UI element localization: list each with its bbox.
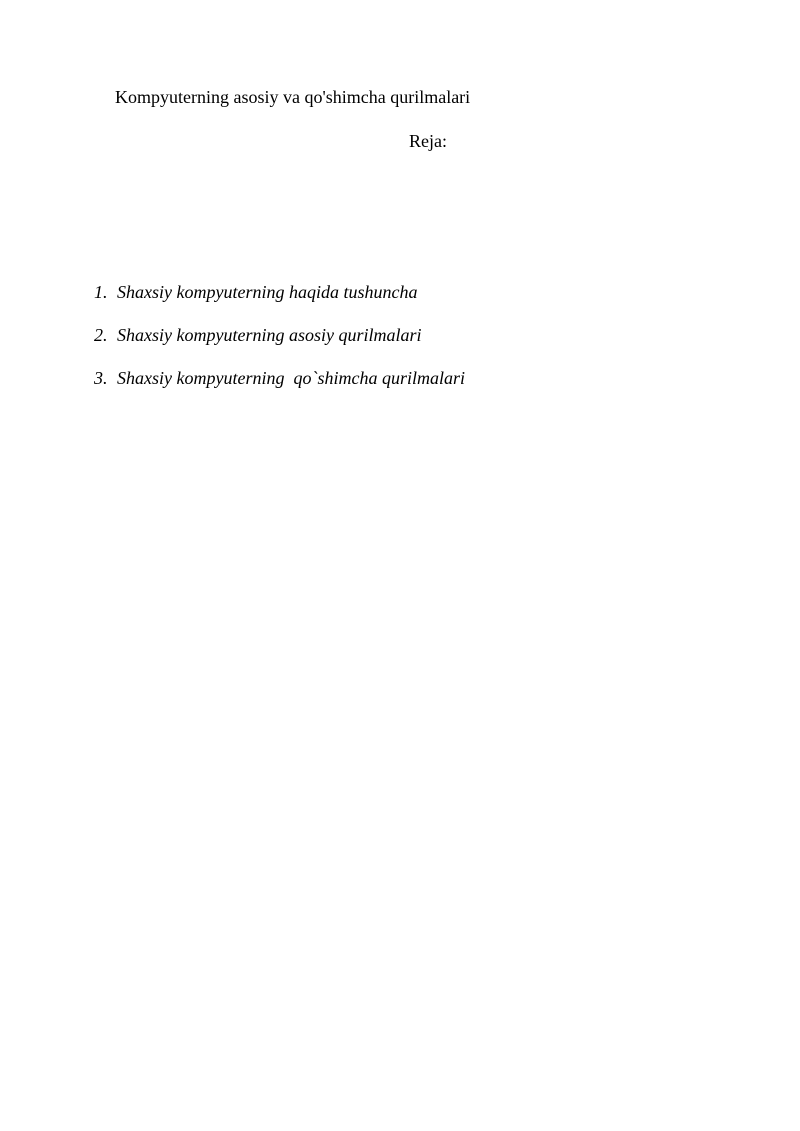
- plan-item: [67, 345, 465, 388]
- plan-item-text: Shaxsiy kompyuterning asosiy qurilmalari: [117, 325, 422, 345]
- plan-item-number: 2.: [94, 325, 108, 345]
- plan-item-number: 1.: [94, 282, 108, 302]
- plan-item: [67, 259, 465, 302]
- plan-item-number: 3.: [94, 368, 108, 388]
- document-title: Kompyuterning asosiy va qo'shimcha qurilmalari: [115, 87, 471, 107]
- plan-list: [67, 259, 465, 388]
- plan-heading: Reja:: [409, 131, 447, 151]
- plan-item-text: Shaxsiy kompyuterning haqida tushuncha: [117, 282, 418, 302]
- plan-item-text: Shaxsiy kompyuterning qo`shimcha qurilmalari: [117, 368, 465, 388]
- plan-item: [67, 302, 465, 345]
